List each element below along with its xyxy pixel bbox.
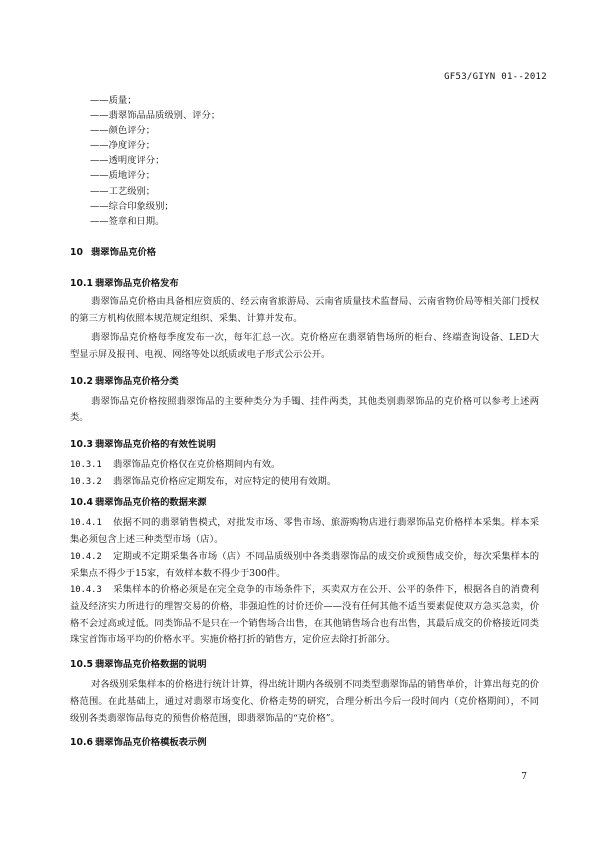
section-title: 翡翠饰品克价格数据的说明 bbox=[95, 659, 207, 671]
clause-item bbox=[70, 582, 539, 649]
section-number: 10.3 bbox=[70, 439, 93, 451]
section-title: 翡翠饰品克价格分类 bbox=[95, 375, 179, 387]
section-number: 10 bbox=[70, 246, 83, 258]
section-10-2-heading bbox=[70, 375, 539, 389]
clause-number: 10.3.1 bbox=[70, 460, 102, 471]
section-title: 翡翠饰品克价格 bbox=[91, 246, 157, 258]
clause-number: 10.3.2 bbox=[70, 476, 102, 487]
clause-item bbox=[70, 515, 539, 548]
section-number: 10.6 bbox=[70, 737, 93, 749]
page-number: 7 bbox=[521, 772, 527, 782]
list-item: ——工艺级别； bbox=[90, 185, 156, 197]
clause-text: 依据不同的翡翠销售模式，对批发市场、零售市场、旅游购物店进行翡翠饰品克价格样本采集。样本采集必须包含上述三种类型市场（店）。 bbox=[70, 517, 539, 546]
list-item: ——净度评分； bbox=[90, 140, 156, 152]
list-item: ——翡翠饰品品质级别、评分； bbox=[90, 110, 221, 122]
section-10-4-heading bbox=[70, 496, 539, 510]
section-10-heading bbox=[70, 246, 539, 260]
list-item: ——颜色评分； bbox=[90, 125, 156, 137]
section-title: 翡翠饰品克价格模板表示例 bbox=[95, 737, 207, 749]
section-number: 10.4 bbox=[70, 497, 93, 509]
paragraph: 翡翠饰品克价格每季度发布一次，每年汇总一次。克价格应在翡翠销售场所的柜台、终端查询设备、LED大型显示屏及报刊、电视、网络等处以纸质或电子形式公示公开。 bbox=[70, 332, 539, 360]
section-10-1-heading bbox=[70, 277, 539, 291]
paragraph: 翡翠饰品克价格按照翡翠饰品的主要种类分为手镯、挂件两类，其他类别翡翠饰品的克价格可以参考上述两类。 bbox=[70, 395, 539, 424]
section-number: 10.1 bbox=[70, 277, 93, 289]
field-list bbox=[70, 93, 539, 229]
section-title: 翡翠饰品克价格发布 bbox=[95, 277, 179, 289]
paragraph: 翡翠饰品克价格由具备相应资质的、经云南省旅游局、云南省质量技术监督局、云南省物价局等相关部门授权的第三方机构依照本规范规定组织、采集、计算并发布。 bbox=[70, 295, 539, 324]
section-title: 翡翠饰品克价格的数据来源 bbox=[95, 497, 207, 509]
section-number: 10.5 bbox=[70, 659, 93, 671]
section-10-5-heading bbox=[70, 658, 539, 672]
section-10-3-heading bbox=[70, 438, 539, 452]
clause-item bbox=[70, 549, 539, 582]
clause-number: 10.4.1 bbox=[70, 518, 102, 529]
section-title: 翡翠饰品克价格的有效性说明 bbox=[95, 439, 216, 451]
section-number: 10.2 bbox=[70, 375, 93, 387]
clause-number: 10.4.2 bbox=[70, 551, 102, 562]
clause-number: 10.4.3 bbox=[70, 585, 102, 596]
clause-text: 翡翠饰品克价格应定期发布，对应特定的使用有效期。 bbox=[113, 475, 337, 487]
clause-item bbox=[70, 457, 539, 474]
document-body bbox=[70, 93, 539, 750]
paragraph: 对各级别采集样本的价格进行统计计算，得出统计期内各级别不同类型翡翠饰品的销售单价，计算出每克的价格范围。在此基础上，通过对翡翠市场变化、价格走势的研究，合理分析出今后一段时间内（克价格期间），不同级别各类翡翠饰品每克的预售价格范围，即翡翠饰品的“克价格”。 bbox=[70, 679, 539, 724]
clause-item bbox=[70, 474, 539, 491]
clause-text: 翡翠饰品克价格仅在克价格期间内有效。 bbox=[113, 459, 281, 471]
standard-code: GF53/GIYN 01--2012 bbox=[444, 72, 547, 82]
clause-text: 采集样本的价格必须是在完全竞争的市场条件下，买卖双方在公开、公平的条件下，根据各自的消费利益及经济实力所进行的理智交易的价格，非强迫性的讨价还价——没有任何其他不适当要素促使双方急买急卖，价格不会过高或过低。同类饰品不是只在一个销售场合出售，在其他销售场合也有出售，其最后成交的价格接近同类珠宝首饰市场平均的价格水平。实施价格打折的销售方，定价应去除打折部分。 bbox=[70, 584, 539, 646]
list-item: ——签章和日期。 bbox=[90, 215, 165, 227]
list-item: ——质量； bbox=[90, 95, 137, 106]
section-10-6-heading bbox=[70, 736, 539, 750]
clause-text: 定期或不定期采集各市场（店）不同品质级别中各类翡翠饰品的成交价或预售成交价，每次采集样本的采集点不得少于15家，有效样本数不得少于300件。 bbox=[70, 550, 539, 579]
list-item: ——质地评分； bbox=[90, 170, 156, 182]
list-item: ——综合印象级别； bbox=[90, 200, 174, 212]
list-item: ——透明度评分； bbox=[90, 155, 165, 167]
